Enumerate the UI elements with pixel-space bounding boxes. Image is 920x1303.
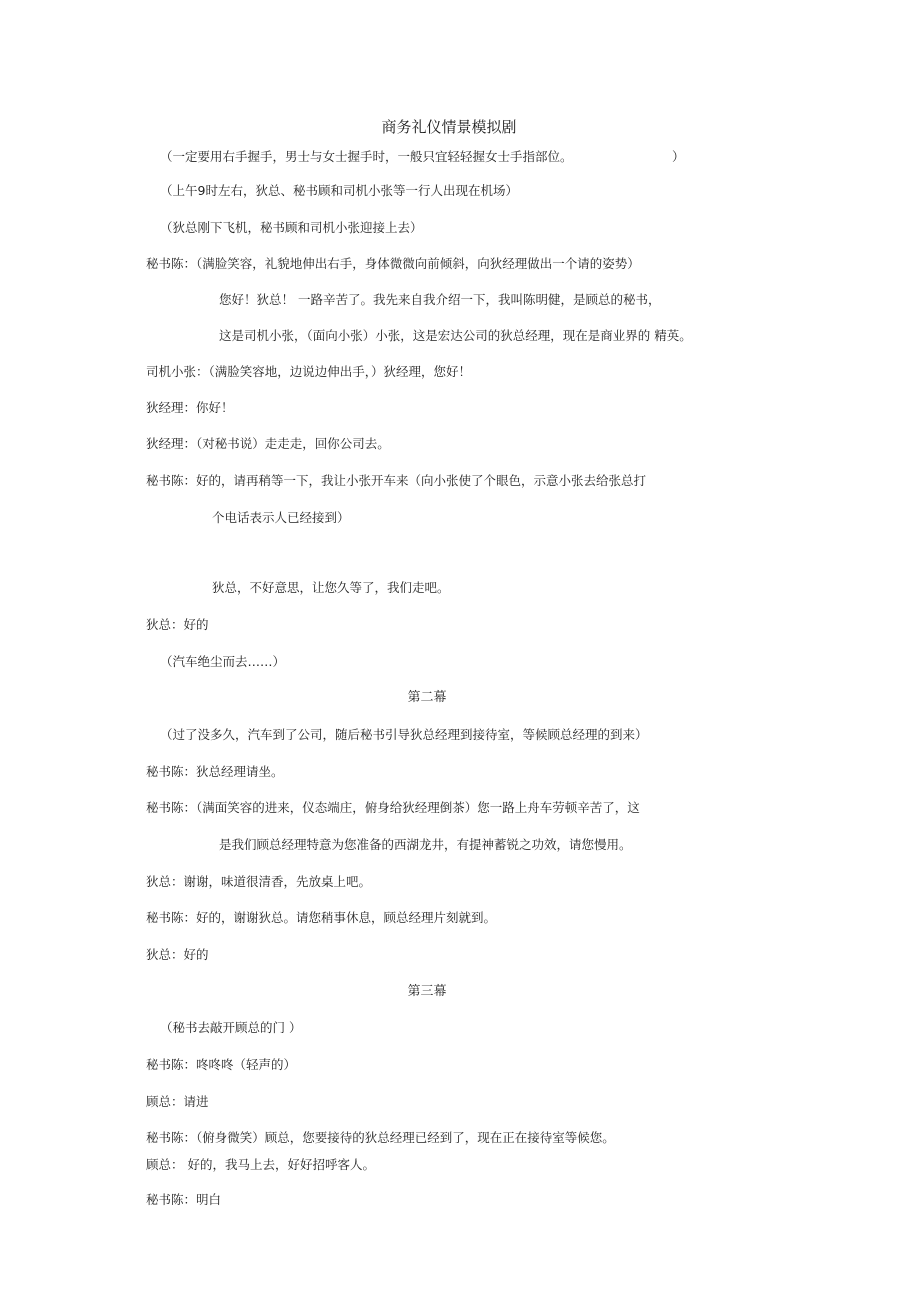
dialogue-line: 秘书陈：好的，谢谢狄总。请您稍事休息，顾总经理片刻就到。 [146,910,497,925]
act-heading: 第三幕 [407,984,447,999]
stage-direction: （狄总刚下飞机，秘书顾和司机小张迎接上去） [160,220,423,235]
dialogue-line: 司机小张：（满脸笑容地，边说边伸出手，）狄经理，您好！ [146,364,472,379]
dialogue-line: 秘书陈：（俯身微笑）顾总，您要接待的狄总经理已经到了，现在正在接待室等候您。 [146,1130,615,1145]
dialogue-line: 秘书陈：狄总经理请坐。 [146,764,284,779]
stage-direction: （汽车绝尘而去……） [160,654,286,669]
stage-direction: （一定要用右手握手，男士与女士握手时，一般只宜轻轻握女士手指部位。 [160,149,573,164]
dialogue-line: 狄总：谢谢，味道很清香，先放桌上吧。 [146,874,372,889]
dialogue-line: 狄经理：你好！ [146,400,234,415]
dialogue-line: 秘书陈：明白 [146,1192,222,1207]
dialogue-line: 顾总： 好的，我马上去，好好招呼客人。 [146,1157,375,1172]
stage-direction-close: ） [672,149,685,164]
dialogue-continuation: 您好！狄总！ 一路辛苦了。我先来自我介绍一下，我叫陈明健，是顾总的秘书， [219,292,661,307]
dialogue-line: 秘书陈：咚咚咚（轻声的） [146,1057,297,1072]
dialogue-continuation: 这是司机小张，（面向小张）小张，这是宏达公司的狄总经理，现在是商业界的 精英。 [219,328,692,343]
dialogue-line: 狄总：好的 [146,947,209,962]
document-title: 商务礼仪情景模拟剧 [381,118,517,136]
stage-direction: （上午9时左右，狄总、秘书顾和司机小张等一行人出现在机场） [160,183,518,198]
dialogue-continuation: 个电话表示人已经接到） [212,510,350,525]
dialogue-line: 狄总：好的 [146,617,209,632]
dialogue-continuation: 是我们顾总经理特意为您准备的西湖龙井，有提神蓄锐之功效，请您慢用。 [219,837,632,852]
dialogue-line: 顾总：请进 [146,1094,209,1109]
dialogue-line: 秘书陈：（满面笑容的进来，仪态端庄，俯身给狄经理倒茶）您一路上舟车劳顿辛苦了，这 [146,800,640,815]
dialogue-line: 秘书陈：好的，请再稍等一下，我让小张开车来（向小张使了个眼色，示意小张去给张总打 [146,473,647,488]
dialogue-continuation: 狄总，不好意思，让您久等了，我们走吧。 [212,580,450,595]
stage-direction: （过了没多久，汽车到了公司，随后秘书引导狄总经理到接待室，等候顾总经理的到来） [160,727,648,742]
act-heading: 第二幕 [407,690,447,705]
stage-direction: （秘书去敲开顾总的门 ） [160,1020,302,1035]
dialogue-line: 秘书陈：（满脸笑容，礼貌地伸出右手，身体微微向前倾斜，向狄经理做出一个请的姿势） [146,256,640,271]
dialogue-line: 狄经理：（对秘书说）走走走，回你公司去。 [146,436,390,451]
